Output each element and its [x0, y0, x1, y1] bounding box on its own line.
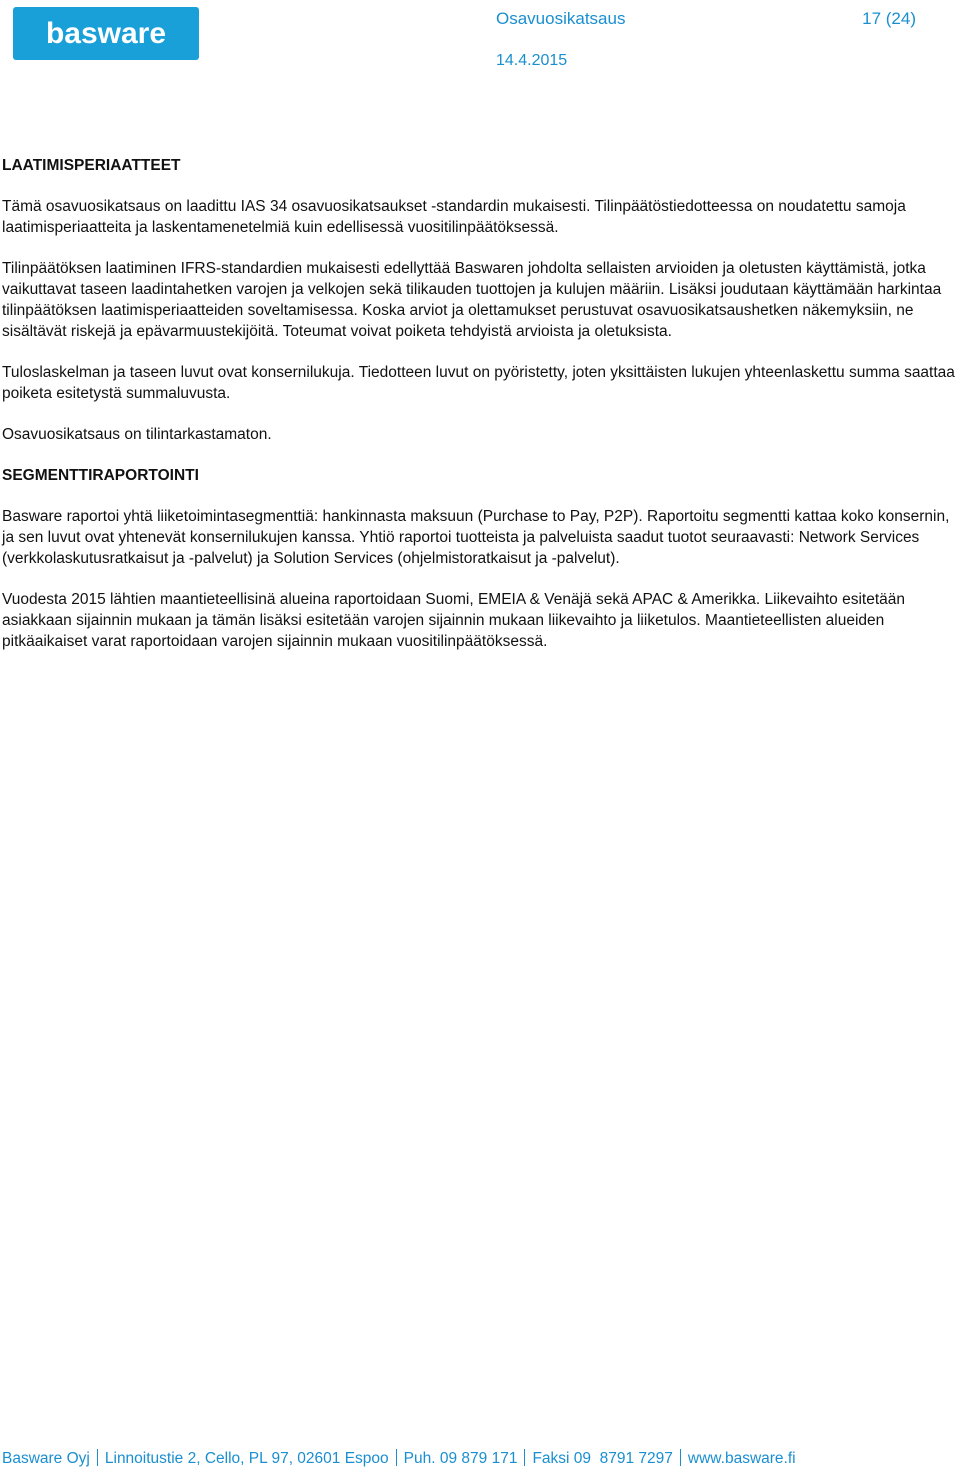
document-body [2, 155, 958, 672]
paragraph: Vuodesta 2015 lähtien maantieteellisinä alueina raportoidaan Suomi, EMEIA & Venäjä sekä APAC & Amerikka. Liikevaihto esitetään asiakkaan sijainnin mukaan ja tämän lisäksi esitetään varojen sijainnin mukaan liikevaihto ja liiketulos. Maantieteellisten alueiden pitkäaikaiset varat raportoidaan varojen sijainnin mukaan vuositilinpäätöksessä. [2, 591, 905, 650]
footer-fax: Faksi 09 8791 7297 [532, 1450, 673, 1467]
basware-logo [13, 7, 199, 60]
footer-separator [396, 1449, 397, 1466]
paragraph: Tilinpäätöksen laatiminen IFRS-standardien mukaisesti edellyttää Baswaren johdolta sellaisten arvioiden ja oletusten käyttämistä, jotka vaikuttavat taseen laadintahetken varojen ja velkojen sekä tilikauden tuottojen ja kulujen määriin. Lisäksi joudutaan käyttämään harkintaa tilinpäätöksen laatimisperiaatteiden soveltamisessa. Koska arviot ja olettamukset perustuvat osavuosikatsaushetken näkemyksiin, ne sisältävät riskejä ja epävarmuustekijöitä. Toteumat voivat poiketa tehdyistä arvioista ja oletuksista. [2, 260, 942, 340]
footer-separator [680, 1449, 681, 1466]
logo-text: basware [45, 17, 167, 50]
footer-website-link[interactable]: www.basware.fi [687, 1450, 796, 1467]
section-heading-segment-reporting: SEGMENTTIRAPORTOINTI [2, 467, 199, 484]
footer-company: Basware Oyj [2, 1450, 90, 1467]
paragraph: Osavuosikatsaus on tilintarkastamaton. [2, 426, 272, 443]
document-title: Osavuosikatsaus [496, 9, 626, 28]
section-heading-accounting-principles: LAATIMISPERIAATTEET [2, 157, 181, 174]
paragraph: Tämä osavuosikatsaus on laadittu IAS 34 osavuosikatsaukset -standardin mukaisesti. Tilinpäätöstiedotteessa on noudatettu samoja laatimisperiaatteita ja laskentamenetelmiä kuin edellisessä vuositilinpäätöksessä. [2, 198, 906, 236]
paragraph: Basware raportoi yhtä liiketoimintasegmenttiä: hankinnasta maksuun (Purchase to Pay, P2P). Raportoitu segmentti kattaa koko konsernin, ja sen luvut ovat yhtenevät konsernilukujen kanssa. Yhtiö raportoi tuotteista ja palveluista saadut tuotot seuraavasti: Network Services (verkkolaskutusratkaisut ja -palvelut) ja Solution Services (ohjelmistoratkaisut ja -palvelut). [2, 508, 950, 567]
page-number: 17 (24) [862, 9, 916, 28]
footer-phone: Puh. 09 879 171 [403, 1450, 518, 1467]
footer [2, 1449, 796, 1468]
footer-separator [97, 1449, 98, 1466]
document-date: 14.4.2015 [496, 52, 568, 69]
footer-separator [524, 1449, 525, 1466]
footer-address: Linnoitustie 2, Cello, PL 97, 02601 Espoo [104, 1450, 389, 1467]
paragraph: Tuloslaskelman ja taseen luvut ovat konsernilukuja. Tiedotteen luvut on pyöristetty, joten yksittäisten lukujen yhteenlaskettu summa saattaa poiketa esitetystä summaluvusta. [2, 364, 955, 402]
